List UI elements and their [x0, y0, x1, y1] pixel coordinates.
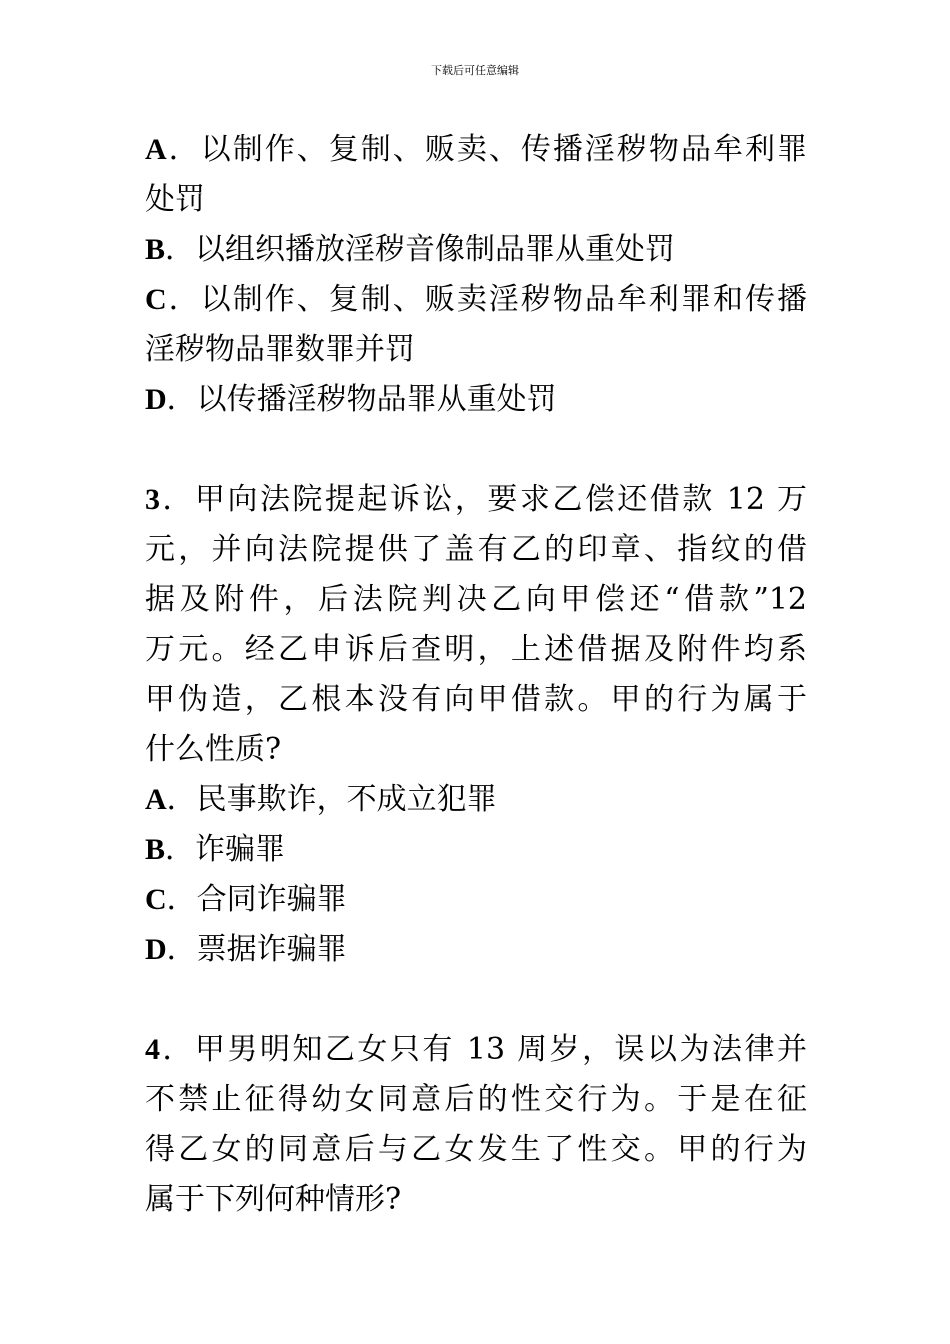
option-a-line-2: 处罚 [145, 182, 205, 217]
option-d-line [145, 375, 807, 425]
question-4-line-2: 不禁止征得幼女同意后的性交行为。于是在征 [145, 1082, 807, 1117]
question-3-line-4: 万元。经乙申诉后查明，上述借据及附件均系 [145, 632, 807, 667]
page-header: 下载后可任意编辑 [431, 64, 519, 77]
option-text: ．以传播淫秽物品罪从重处罚 [166, 382, 557, 417]
option-c-line-2: 淫秽物品罪数罪并罚 [145, 332, 415, 367]
option-b-line [145, 225, 807, 275]
question-text: ．甲男明知乙女只有 13 周岁，误以为法律并 [160, 1032, 807, 1067]
option-label: B [145, 233, 166, 266]
option-text: ．以制作、复制、贩卖淫秽物品牟利罪和传播 [166, 282, 807, 317]
option-label: C [145, 883, 167, 916]
question-number: 3 [145, 483, 160, 516]
option-label: A [145, 133, 167, 166]
option-text: ．以组织播放淫秽音像制品罪从重处罚 [165, 232, 676, 267]
paragraph-gap [145, 975, 807, 1025]
question-3-option-c [145, 875, 807, 925]
paragraph-gap [145, 425, 807, 475]
question-3-line-2: 元，并向法院提供了盖有乙的印章、指纹的借 [145, 532, 807, 567]
option-text: ．以制作、复制、贩卖、传播淫秽物品牟利罪 [166, 132, 807, 167]
question-4-line-1 [145, 1025, 807, 1075]
option-text: ．合同诈骗罪 [166, 882, 347, 917]
question-3-line-3: 据及附件，后法院判决乙向甲偿还“借款”12 [145, 582, 807, 617]
question-3-line-1 [145, 475, 807, 525]
option-text: ．诈骗罪 [165, 832, 286, 867]
option-label: D [145, 933, 167, 966]
question-4-line-3: 得乙女的同意后与乙女发生了性交。甲的行为 [145, 1132, 807, 1167]
question-number: 4 [145, 1033, 160, 1066]
option-label: C [145, 283, 167, 316]
question-3-option-d [145, 925, 807, 975]
question-3-line-6: 什么性质? [145, 732, 282, 767]
option-label: B [145, 833, 166, 866]
document-body [145, 125, 807, 1225]
option-label: A [145, 783, 167, 816]
option-a-line-1 [145, 125, 807, 175]
option-label: D [145, 383, 167, 416]
option-text: ．民事欺诈，不成立犯罪 [166, 782, 497, 817]
question-3-line-5: 甲伪造，乙根本没有向甲借款。甲的行为属于 [145, 682, 807, 717]
option-text: ．票据诈骗罪 [166, 932, 347, 967]
question-3-option-a [145, 775, 807, 825]
question-text: ．甲向法院提起诉讼，要求乙偿还借款 12 万 [160, 482, 807, 517]
question-4-line-4: 属于下列何种情形? [145, 1182, 402, 1217]
option-c-line-1 [145, 275, 807, 325]
question-3-option-b [145, 825, 807, 875]
